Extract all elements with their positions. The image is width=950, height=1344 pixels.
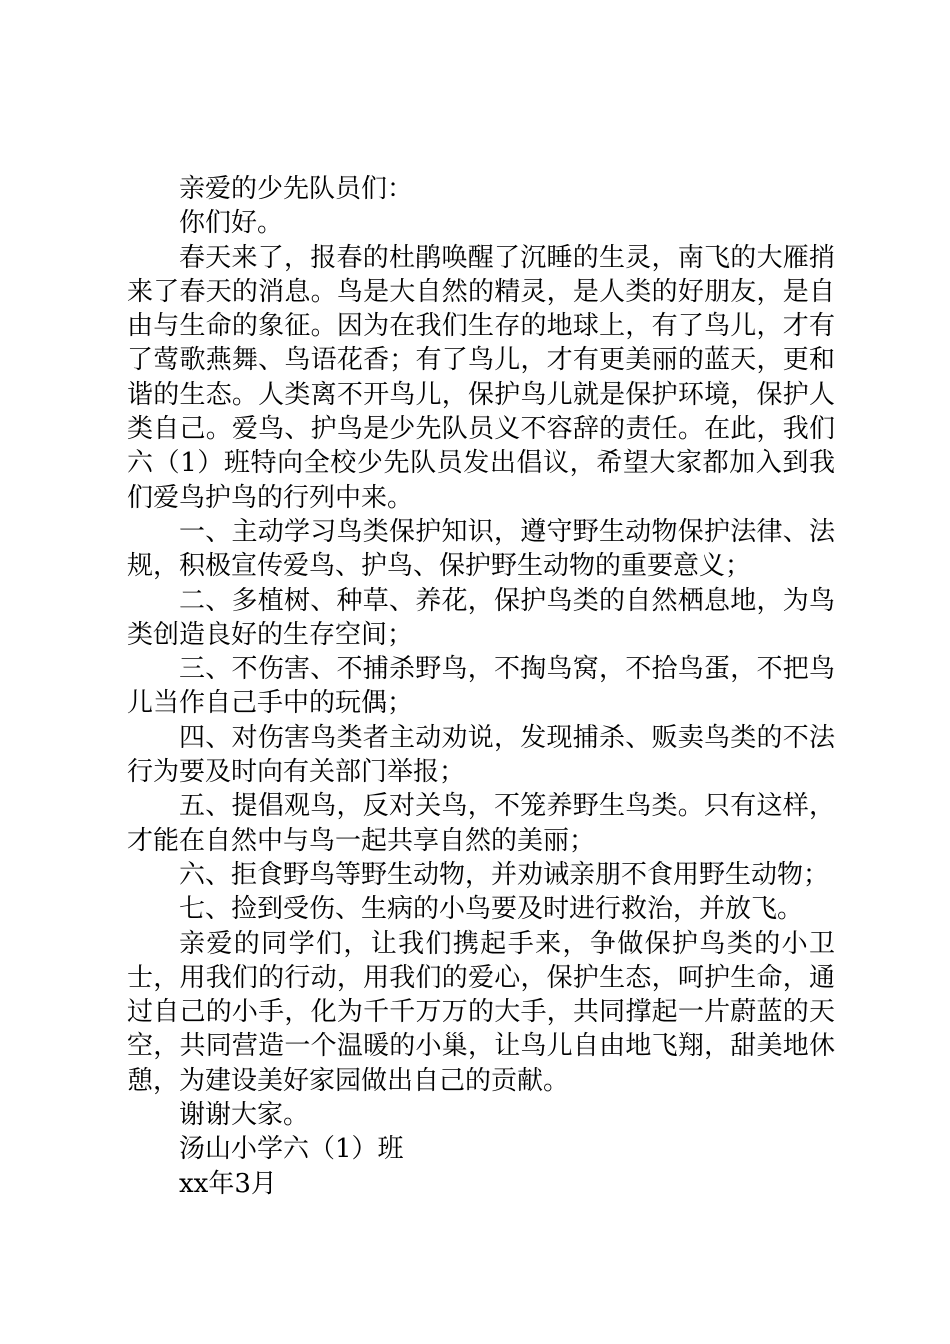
- thanks-line: 谢谢大家。: [179, 1100, 310, 1131]
- salutation: 亲爱的少先队员们：: [179, 174, 414, 204]
- proposal-item-1: 一、主动学习鸟类保护知识，遵守野生动物保护法律、法规，积极宣传爱鸟、护鸟、保护野生动物的重要意义；: [127, 516, 835, 582]
- signature: 汤山小学六（1）班: [179, 1134, 404, 1165]
- proposal-item-5: 五、提倡观鸟，反对关鸟，不笼养野生鸟类。只有这样，才能在自然中与鸟一起共享自然的美丽；: [127, 791, 835, 856]
- date-line: xx年3月: [179, 1168, 277, 1199]
- proposal-item-2: 二、多植树、种草、养花，保护鸟类的自然栖息地，为鸟类创造良好的生存空间；: [127, 585, 835, 650]
- proposal-item-7: 七、捡到受伤、生病的小鸟要及时进行救治，并放飞。: [179, 894, 804, 925]
- closing-paragraph: 亲爱的同学们，让我们携起手来，争做保护鸟类的小卫士，用我们的行动，用我们的爱心，保护生态，呵护生命，通过自己的小手，化为千千万万的大手，共同撑起一片蔚蓝的天空，共同营造一个温暖的小巢，让鸟儿自由地飞翔，甜美地休憩，为建设美好家园做出自己的贡献。: [127, 928, 835, 1096]
- proposal-item-4: 四、对伤害鸟类者主动劝说，发现捕杀、贩卖鸟类的不法行为要及时向有关部门举报；: [127, 722, 835, 788]
- document-body: [127, 172, 835, 1201]
- intro-paragraph: 春天来了，报春的杜鹃唤醒了沉睡的生灵，南飞的大雁捎来了春天的消息。鸟是大自然的精灵，是人类的好朋友，是自由与生命的象征。因为在我们生存的地球上，有了鸟儿，才有了莺歌燕舞、鸟语花香；有了鸟儿，才有更美丽的蓝天，更和谐的生态。人类离不开鸟儿，保护鸟儿就是保护环境，保护人类自己。爱鸟、护鸟是少先队员义不容辞的责任。在此，我们六（1）班特向全校少先队员发出倡议，希望大家都加入到我们爱鸟护鸟的行列中来。: [127, 242, 835, 513]
- greeting: 你们好。: [179, 208, 284, 239]
- proposal-item-3: 三、不伤害、不捕杀野鸟，不掏鸟窝，不拾鸟蛋，不把鸟儿当作自己手中的玩偶；: [127, 654, 835, 719]
- proposal-item-6: 六、拒食野鸟等野生动物，并劝诫亲朋不食用野生动物；: [179, 859, 830, 890]
